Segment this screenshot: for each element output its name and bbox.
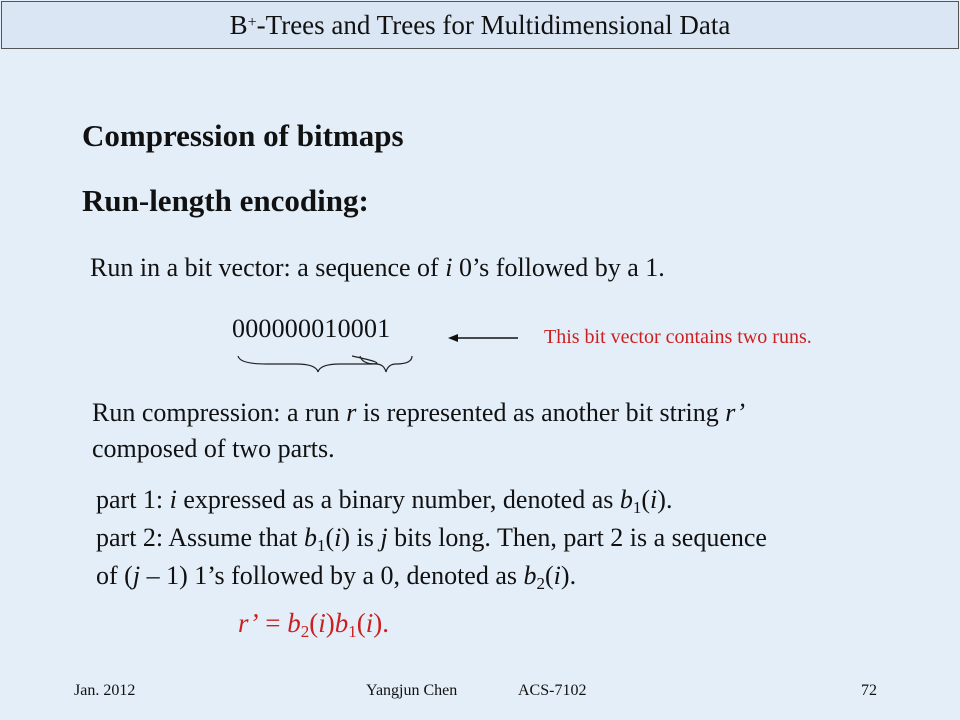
footer-course: ACS-7102 (518, 682, 587, 699)
footer-date: Jan. 2012 (74, 682, 136, 699)
run-definition: Run in a bit vector: a sequence of i 0’s followed by a 1. (90, 253, 665, 282)
bit-vector: 000000010001 (232, 314, 391, 343)
heading-compression: Compression of bitmaps (82, 118, 404, 153)
left-arrow-icon (448, 330, 520, 346)
run-compression-line2: composed of two parts. (92, 434, 335, 463)
compression-formula: r’ = $b_2(i)b_1(i)$. (238, 608, 390, 641)
brace-run-1 (238, 356, 377, 372)
title-sup: + (247, 14, 257, 31)
part1-text: part 1: i expressed as a binary number, denoted as $b_1(i)$. (96, 485, 673, 517)
run-compression-line1: Run compression: a run r is represented as another bit string r’ (92, 398, 746, 427)
slide-title (1, 1, 959, 49)
title-prefix: B (229, 9, 248, 40)
part2-line1: part 2: Assume that $b_1(i)$ is j bits long. Then, part 2 is a sequence (96, 523, 767, 555)
part2-line2: of (j – 1) 1’s followed by a 0, denoted as $b_2(i)$. (96, 561, 577, 593)
run-braces (236, 354, 426, 374)
footer-page-number: 72 (861, 682, 877, 699)
title-rest: -Trees and Trees for Multidimensional Data (256, 9, 731, 40)
heading-run-length: Run-length encoding: (82, 183, 369, 218)
footer-author: Yangjun Chen (366, 682, 458, 699)
bit-vector-note: This bit vector contains two runs. (544, 326, 812, 348)
